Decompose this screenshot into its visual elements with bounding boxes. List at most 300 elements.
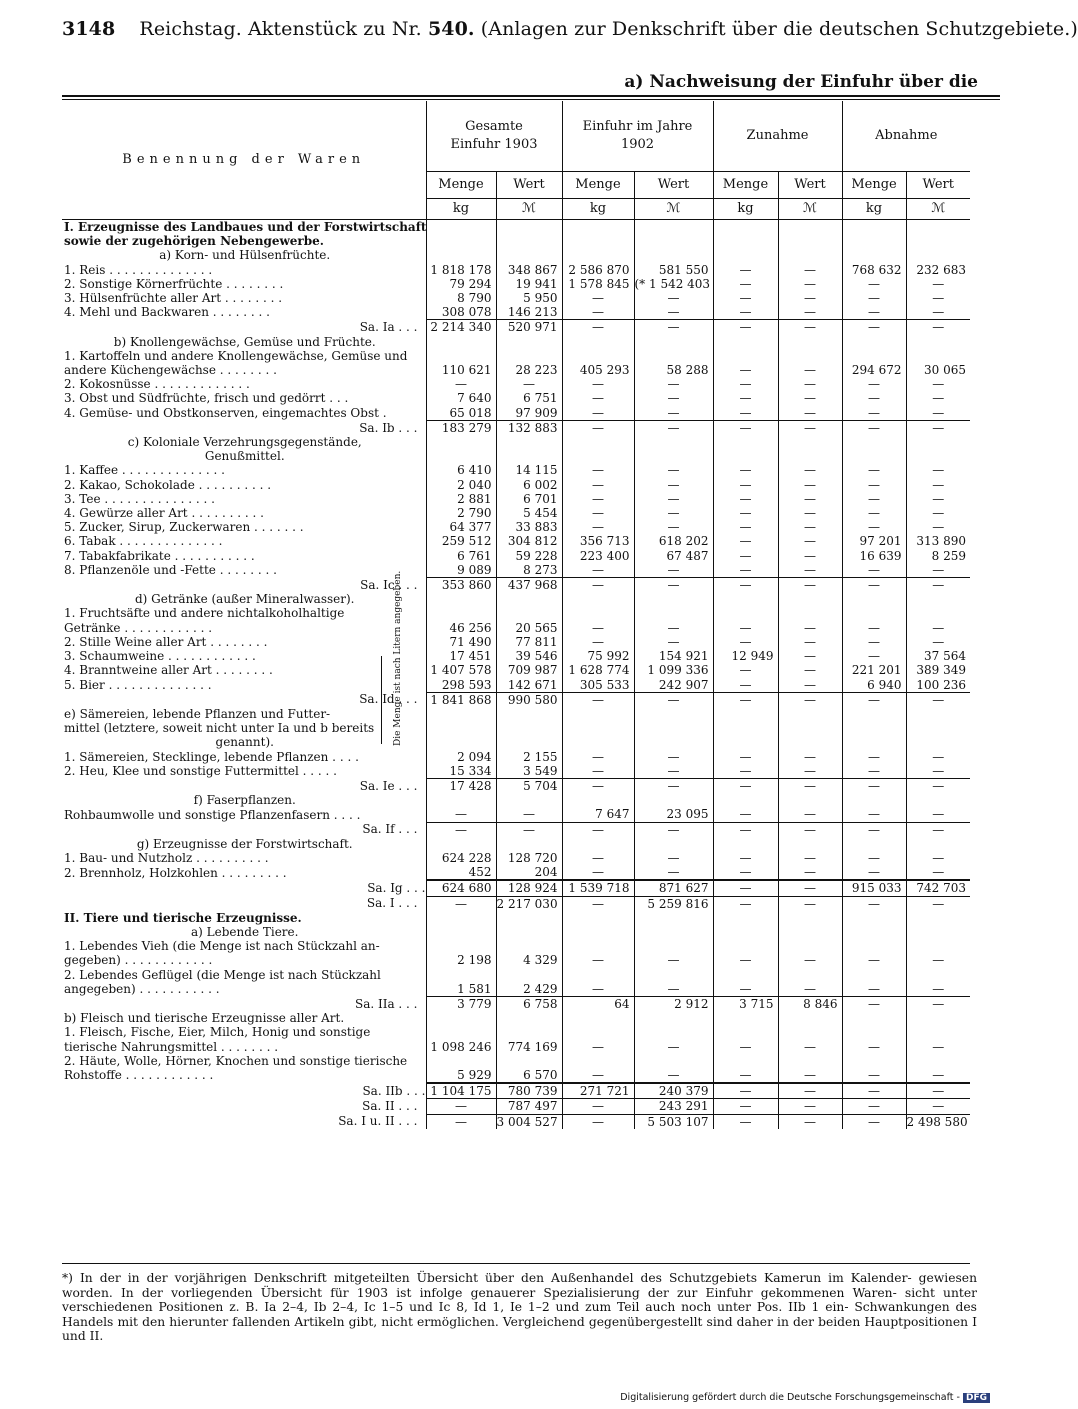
- value-cell: [842, 234, 906, 248]
- section-heading-row: [62, 911, 970, 925]
- group-header-1903: Gesamte Einfuhr 1903: [426, 101, 562, 172]
- value-cell: [562, 248, 634, 262]
- value-cell: —: [906, 1083, 970, 1099]
- value-cell: —: [713, 520, 778, 534]
- wert-header: Wert: [634, 172, 713, 199]
- table-row: [62, 563, 970, 578]
- value-cell: —: [562, 764, 634, 779]
- value-cell: —: [906, 635, 970, 649]
- value-cell: [562, 592, 634, 606]
- sum-row: [62, 1114, 970, 1129]
- value-cell: —: [906, 492, 970, 506]
- value-cell: [634, 592, 713, 606]
- value-cell: 6 751: [496, 391, 562, 405]
- row-label: 1. Bau- und Nutzholz . . . . . . . . . .: [64, 850, 269, 865]
- value-cell: 313 890: [906, 534, 970, 548]
- row-label: 4. Mehl und Backwaren . . . . . . . .: [64, 305, 270, 320]
- value-cell: —: [906, 406, 970, 421]
- value-cell: [713, 707, 778, 721]
- value-cell: —: [778, 865, 842, 880]
- unit-mark: ℳ: [496, 199, 562, 220]
- section-subtitle: a) Nachweisung der Einfuhr über die: [624, 72, 978, 92]
- value-cell: —: [842, 1083, 906, 1099]
- value-cell: —: [906, 320, 970, 335]
- value-cell: —: [778, 520, 842, 534]
- row-label: Sa. Ic . . .: [360, 577, 418, 592]
- table-row: [62, 1068, 970, 1083]
- table-row: [62, 982, 970, 997]
- value-cell: [562, 349, 634, 363]
- value-cell: 128 720: [496, 851, 562, 865]
- value-cell: [842, 837, 906, 851]
- value-cell: 1 628 774: [562, 663, 634, 677]
- value-cell: [713, 335, 778, 349]
- section-heading-row: [62, 721, 970, 735]
- table-row: [62, 549, 970, 563]
- table-row: [62, 291, 970, 305]
- sum-row: [62, 578, 970, 593]
- value-cell: —: [778, 463, 842, 477]
- value-cell: [426, 435, 496, 449]
- value-cell: 437 968: [496, 578, 562, 593]
- value-cell: 154 921: [634, 649, 713, 663]
- value-cell: —: [842, 463, 906, 477]
- value-cell: 6 570: [496, 1068, 562, 1083]
- value-cell: —: [842, 478, 906, 492]
- value-cell: —: [778, 982, 842, 997]
- table-row: [62, 649, 970, 663]
- label-column-header: Benennung der Waren: [62, 101, 426, 220]
- value-cell: —: [842, 649, 906, 663]
- value-cell: [842, 248, 906, 262]
- row-label: gegeben) . . . . . . . . . . . .: [64, 953, 213, 968]
- value-cell: 1 581: [426, 982, 496, 997]
- value-cell: 232 683: [906, 263, 970, 277]
- value-cell: 294 672: [842, 363, 906, 377]
- value-cell: 14 115: [496, 463, 562, 477]
- row-label: Sa. Ia . . .: [359, 320, 418, 335]
- value-cell: —: [778, 649, 842, 663]
- value-cell: —: [634, 305, 713, 320]
- value-cell: [842, 735, 906, 749]
- value-cell: —: [562, 492, 634, 506]
- group-header-abnahme: Abnahme: [842, 101, 970, 172]
- value-cell: —: [634, 865, 713, 880]
- value-cell: —: [778, 896, 842, 911]
- value-cell: —: [778, 377, 842, 391]
- value-cell: [426, 1054, 496, 1068]
- value-cell: —: [778, 277, 842, 291]
- value-cell: [634, 435, 713, 449]
- menge-header: Menge: [842, 172, 906, 199]
- value-cell: [496, 234, 562, 248]
- value-cell: —: [713, 807, 778, 822]
- row-label: 5. Zucker, Sirup, Zuckerwaren . . . . . . .: [64, 520, 304, 535]
- value-cell: [634, 248, 713, 262]
- value-cell: —: [842, 807, 906, 822]
- value-cell: —: [778, 851, 842, 865]
- value-cell: [634, 939, 713, 953]
- value-cell: [634, 721, 713, 735]
- value-cell: [562, 1025, 634, 1039]
- value-cell: 1 578 845: [562, 277, 634, 291]
- value-cell: [496, 837, 562, 851]
- value-cell: [906, 1025, 970, 1039]
- value-cell: 39 546: [496, 649, 562, 663]
- value-cell: 271 721: [562, 1083, 634, 1099]
- value-cell: 780 739: [496, 1083, 562, 1099]
- value-cell: —: [778, 506, 842, 520]
- value-cell: —: [426, 1099, 496, 1114]
- value-cell: —: [842, 305, 906, 320]
- value-cell: 97 909: [496, 406, 562, 421]
- value-cell: —: [562, 1040, 634, 1054]
- value-cell: 5 950: [496, 291, 562, 305]
- value-cell: [426, 721, 496, 735]
- value-cell: —: [842, 822, 906, 837]
- value-cell: —: [562, 463, 634, 477]
- value-cell: —: [906, 822, 970, 837]
- value-cell: 348 867: [496, 263, 562, 277]
- value-cell: 2 040: [426, 478, 496, 492]
- value-cell: 618 202: [634, 534, 713, 548]
- value-cell: 5 259 816: [634, 896, 713, 911]
- table-row: [62, 1040, 970, 1054]
- value-cell: —: [713, 277, 778, 291]
- value-cell: [713, 1025, 778, 1039]
- value-cell: —: [562, 692, 634, 707]
- value-cell: —: [906, 996, 970, 1011]
- value-cell: 1 841 868: [426, 692, 496, 707]
- value-cell: 1 818 178: [426, 263, 496, 277]
- value-cell: —: [713, 291, 778, 305]
- value-cell: 5 503 107: [634, 1114, 713, 1129]
- value-cell: —: [713, 478, 778, 492]
- value-cell: [906, 335, 970, 349]
- value-cell: 2 094: [426, 750, 496, 764]
- value-cell: 3 779: [426, 996, 496, 1011]
- value-cell: 304 812: [496, 534, 562, 548]
- row-label: Rohbaumwolle und sonstige Pflanzenfasern . . . .: [64, 807, 361, 822]
- section-heading-row: [62, 248, 970, 262]
- value-cell: —: [778, 1040, 842, 1054]
- value-cell: —: [778, 320, 842, 335]
- value-cell: 1 104 175: [426, 1083, 496, 1099]
- row-label: angegeben) . . . . . . . . . . .: [64, 982, 220, 997]
- value-cell: 259 512: [426, 534, 496, 548]
- sum-row: [62, 420, 970, 435]
- table-row: [62, 263, 970, 277]
- value-cell: —: [562, 506, 634, 520]
- value-cell: —: [842, 578, 906, 593]
- value-cell: —: [906, 621, 970, 635]
- value-cell: [842, 335, 906, 349]
- header-rule-thin: [62, 99, 1000, 100]
- liter-bracket: [378, 656, 382, 744]
- value-cell: —: [713, 563, 778, 578]
- value-cell: —: [778, 478, 842, 492]
- value-cell: [713, 911, 778, 925]
- value-cell: [778, 606, 842, 620]
- value-cell: 768 632: [842, 263, 906, 277]
- table-row: [62, 506, 970, 520]
- row-label: 1. Sämereien, Stecklinge, lebende Pflanzen . . . .: [64, 749, 359, 764]
- value-cell: —: [562, 635, 634, 649]
- value-cell: —: [562, 391, 634, 405]
- value-cell: [778, 592, 842, 606]
- value-cell: [562, 220, 634, 235]
- value-cell: —: [906, 1068, 970, 1083]
- value-cell: [713, 1011, 778, 1025]
- value-cell: [713, 435, 778, 449]
- value-cell: [426, 793, 496, 807]
- value-cell: [634, 911, 713, 925]
- value-cell: 2 214 340: [426, 320, 496, 335]
- value-cell: [906, 606, 970, 620]
- value-cell: [778, 707, 842, 721]
- value-cell: —: [842, 563, 906, 578]
- value-cell: —: [906, 520, 970, 534]
- value-cell: —: [634, 406, 713, 421]
- row-label: 4. Gewürze aller Art . . . . . . . . . .: [64, 506, 264, 521]
- value-cell: [496, 435, 562, 449]
- value-cell: [426, 968, 496, 982]
- value-cell: —: [634, 750, 713, 764]
- value-cell: [906, 721, 970, 735]
- value-cell: [842, 220, 906, 235]
- value-cell: [562, 1011, 634, 1025]
- value-cell: [496, 735, 562, 749]
- value-cell: [842, 968, 906, 982]
- section-heading-row: [62, 449, 970, 463]
- value-cell: —: [713, 880, 778, 896]
- unit-mark: ℳ: [906, 199, 970, 220]
- value-cell: —: [634, 635, 713, 649]
- value-cell: —: [713, 506, 778, 520]
- value-cell: [906, 925, 970, 939]
- value-cell: —: [562, 1099, 634, 1114]
- value-cell: —: [778, 420, 842, 435]
- value-cell: [906, 1011, 970, 1025]
- value-cell: —: [562, 621, 634, 635]
- value-cell: 990 580: [496, 692, 562, 707]
- value-cell: —: [778, 1099, 842, 1114]
- value-cell: 1 407 578: [426, 663, 496, 677]
- value-cell: —: [906, 778, 970, 793]
- value-cell: [634, 606, 713, 620]
- value-cell: —: [713, 320, 778, 335]
- value-cell: —: [562, 320, 634, 335]
- section-heading-row: [62, 234, 970, 248]
- row-label: II. Tiere und tierische Erzeugnisse.: [64, 910, 302, 925]
- value-cell: —: [634, 377, 713, 391]
- value-cell: [562, 449, 634, 463]
- value-cell: —: [634, 520, 713, 534]
- value-cell: 7 640: [426, 391, 496, 405]
- value-cell: [842, 707, 906, 721]
- value-cell: —: [842, 391, 906, 405]
- value-cell: [562, 721, 634, 735]
- value-cell: —: [634, 1068, 713, 1083]
- value-cell: 6 410: [426, 463, 496, 477]
- row-label: a) Korn- und Hülsenfrüchte.: [159, 248, 331, 263]
- value-cell: [496, 220, 562, 235]
- value-cell: [778, 793, 842, 807]
- value-cell: —: [842, 277, 906, 291]
- sum-row: [62, 896, 970, 911]
- value-cell: [562, 1054, 634, 1068]
- section-heading-row: [62, 735, 970, 749]
- value-cell: —: [496, 377, 562, 391]
- value-cell: —: [778, 692, 842, 707]
- value-cell: —: [842, 1040, 906, 1054]
- value-cell: —: [634, 420, 713, 435]
- value-cell: [713, 721, 778, 735]
- value-cell: 15 334: [426, 764, 496, 779]
- wert-header: Wert: [778, 172, 842, 199]
- value-cell: 1 098 246: [426, 1040, 496, 1054]
- value-cell: [562, 911, 634, 925]
- value-cell: —: [842, 764, 906, 779]
- value-cell: 33 883: [496, 520, 562, 534]
- row-label: 1. Kaffee . . . . . . . . . . . . . .: [64, 463, 225, 478]
- value-cell: —: [713, 750, 778, 764]
- value-cell: [713, 939, 778, 953]
- value-cell: [778, 349, 842, 363]
- value-cell: —: [562, 305, 634, 320]
- value-cell: [906, 435, 970, 449]
- row-label: Sa. I . . .: [366, 896, 418, 911]
- value-cell: 1 539 718: [562, 880, 634, 896]
- row-label: 4. Branntweine aller Art . . . . . . . .: [64, 663, 273, 678]
- dfg-logo: DFG: [963, 1393, 990, 1403]
- value-cell: —: [842, 1114, 906, 1129]
- value-cell: 709 987: [496, 663, 562, 677]
- value-cell: [562, 939, 634, 953]
- value-cell: [426, 335, 496, 349]
- value-cell: 240 379: [634, 1083, 713, 1099]
- value-cell: 1 099 336: [634, 663, 713, 677]
- value-cell: —: [842, 778, 906, 793]
- value-cell: —: [562, 778, 634, 793]
- row-label: sowie der zugehörigen Nebengewerbe.: [64, 234, 324, 249]
- value-cell: [842, 939, 906, 953]
- table-row: [62, 606, 970, 620]
- section-heading-row: [62, 435, 970, 449]
- value-cell: 2 881: [426, 492, 496, 506]
- value-cell: 243 291: [634, 1099, 713, 1114]
- row-label: c) Koloniale Verzehrungsgegenstände,: [127, 435, 362, 450]
- value-cell: —: [562, 578, 634, 593]
- value-cell: —: [906, 291, 970, 305]
- row-label: 1. Reis . . . . . . . . . . . . . .: [64, 262, 213, 277]
- value-cell: [426, 911, 496, 925]
- value-cell: 405 293: [562, 363, 634, 377]
- value-cell: —: [496, 822, 562, 837]
- value-cell: [496, 939, 562, 953]
- row-label: b) Fleisch und tierische Erzeugnisse aller Art.: [64, 1011, 345, 1026]
- value-cell: —: [634, 391, 713, 405]
- value-cell: —: [906, 953, 970, 967]
- value-cell: —: [842, 291, 906, 305]
- value-cell: 2 790: [426, 506, 496, 520]
- value-cell: 8 790: [426, 291, 496, 305]
- value-cell: —: [713, 778, 778, 793]
- value-cell: —: [713, 363, 778, 377]
- table-row: [62, 807, 970, 822]
- sum-row: [62, 1099, 970, 1114]
- table-row: [62, 1054, 970, 1068]
- value-cell: —: [906, 865, 970, 880]
- value-cell: [713, 592, 778, 606]
- row-label: 2. Stille Weine aller Art . . . . . . . .: [64, 634, 268, 649]
- value-cell: 8 259: [906, 549, 970, 563]
- value-cell: —: [906, 1040, 970, 1054]
- row-label: 2. Heu, Klee und sonstige Futtermittel . . . . .: [64, 763, 337, 778]
- value-cell: —: [496, 807, 562, 822]
- value-cell: 6 761: [426, 549, 496, 563]
- value-cell: 2 429: [496, 982, 562, 997]
- row-label: genannt).: [215, 735, 274, 750]
- value-cell: [634, 793, 713, 807]
- value-cell: 30 065: [906, 363, 970, 377]
- value-cell: [713, 449, 778, 463]
- value-cell: 77 811: [496, 635, 562, 649]
- value-cell: —: [842, 635, 906, 649]
- value-cell: 6 701: [496, 492, 562, 506]
- header-title-post: (Anlagen zur Denkschrift über die deutschen Schutzgebiete.): [480, 18, 1078, 40]
- value-cell: 871 627: [634, 880, 713, 896]
- value-cell: 110 621: [426, 363, 496, 377]
- value-cell: [778, 721, 842, 735]
- value-cell: [496, 449, 562, 463]
- value-cell: —: [562, 1114, 634, 1129]
- value-cell: 37 564: [906, 649, 970, 663]
- value-cell: —: [713, 764, 778, 779]
- value-cell: [778, 1025, 842, 1039]
- value-cell: —: [906, 277, 970, 291]
- value-cell: 353 860: [426, 578, 496, 593]
- value-cell: 787 497: [496, 1099, 562, 1114]
- value-cell: —: [778, 822, 842, 837]
- table-row: [62, 750, 970, 764]
- row-label: Sa. Ig . . .: [367, 881, 426, 896]
- table-row: [62, 865, 970, 880]
- section-heading-row: [62, 793, 970, 807]
- row-label: Sa. IIa . . .: [354, 996, 418, 1011]
- menge-header: Menge: [426, 172, 496, 199]
- row-label: e) Sämereien, lebende Pflanzen und Futter-: [64, 706, 331, 721]
- value-cell: [496, 349, 562, 363]
- value-cell: [842, 925, 906, 939]
- value-cell: —: [713, 1083, 778, 1099]
- row-label: 8. Pflanzenöle und -Fette . . . . . . . .: [64, 563, 277, 578]
- value-cell: —: [906, 851, 970, 865]
- value-cell: 204: [496, 865, 562, 880]
- value-cell: —: [906, 896, 970, 911]
- row-label: 3. Tee . . . . . . . . . . . . . . .: [64, 491, 215, 506]
- header-title-pre: Reichstag. Aktenstück zu Nr.: [139, 18, 422, 40]
- value-cell: 452: [426, 865, 496, 880]
- value-cell: [496, 606, 562, 620]
- sum-row: [62, 880, 970, 896]
- value-cell: [778, 1011, 842, 1025]
- row-label: 2. Kokosnüsse . . . . . . . . . . . . .: [64, 377, 250, 392]
- value-cell: [778, 925, 842, 939]
- value-cell: 5 454: [496, 506, 562, 520]
- value-cell: —: [634, 578, 713, 593]
- page-header: [62, 18, 1078, 40]
